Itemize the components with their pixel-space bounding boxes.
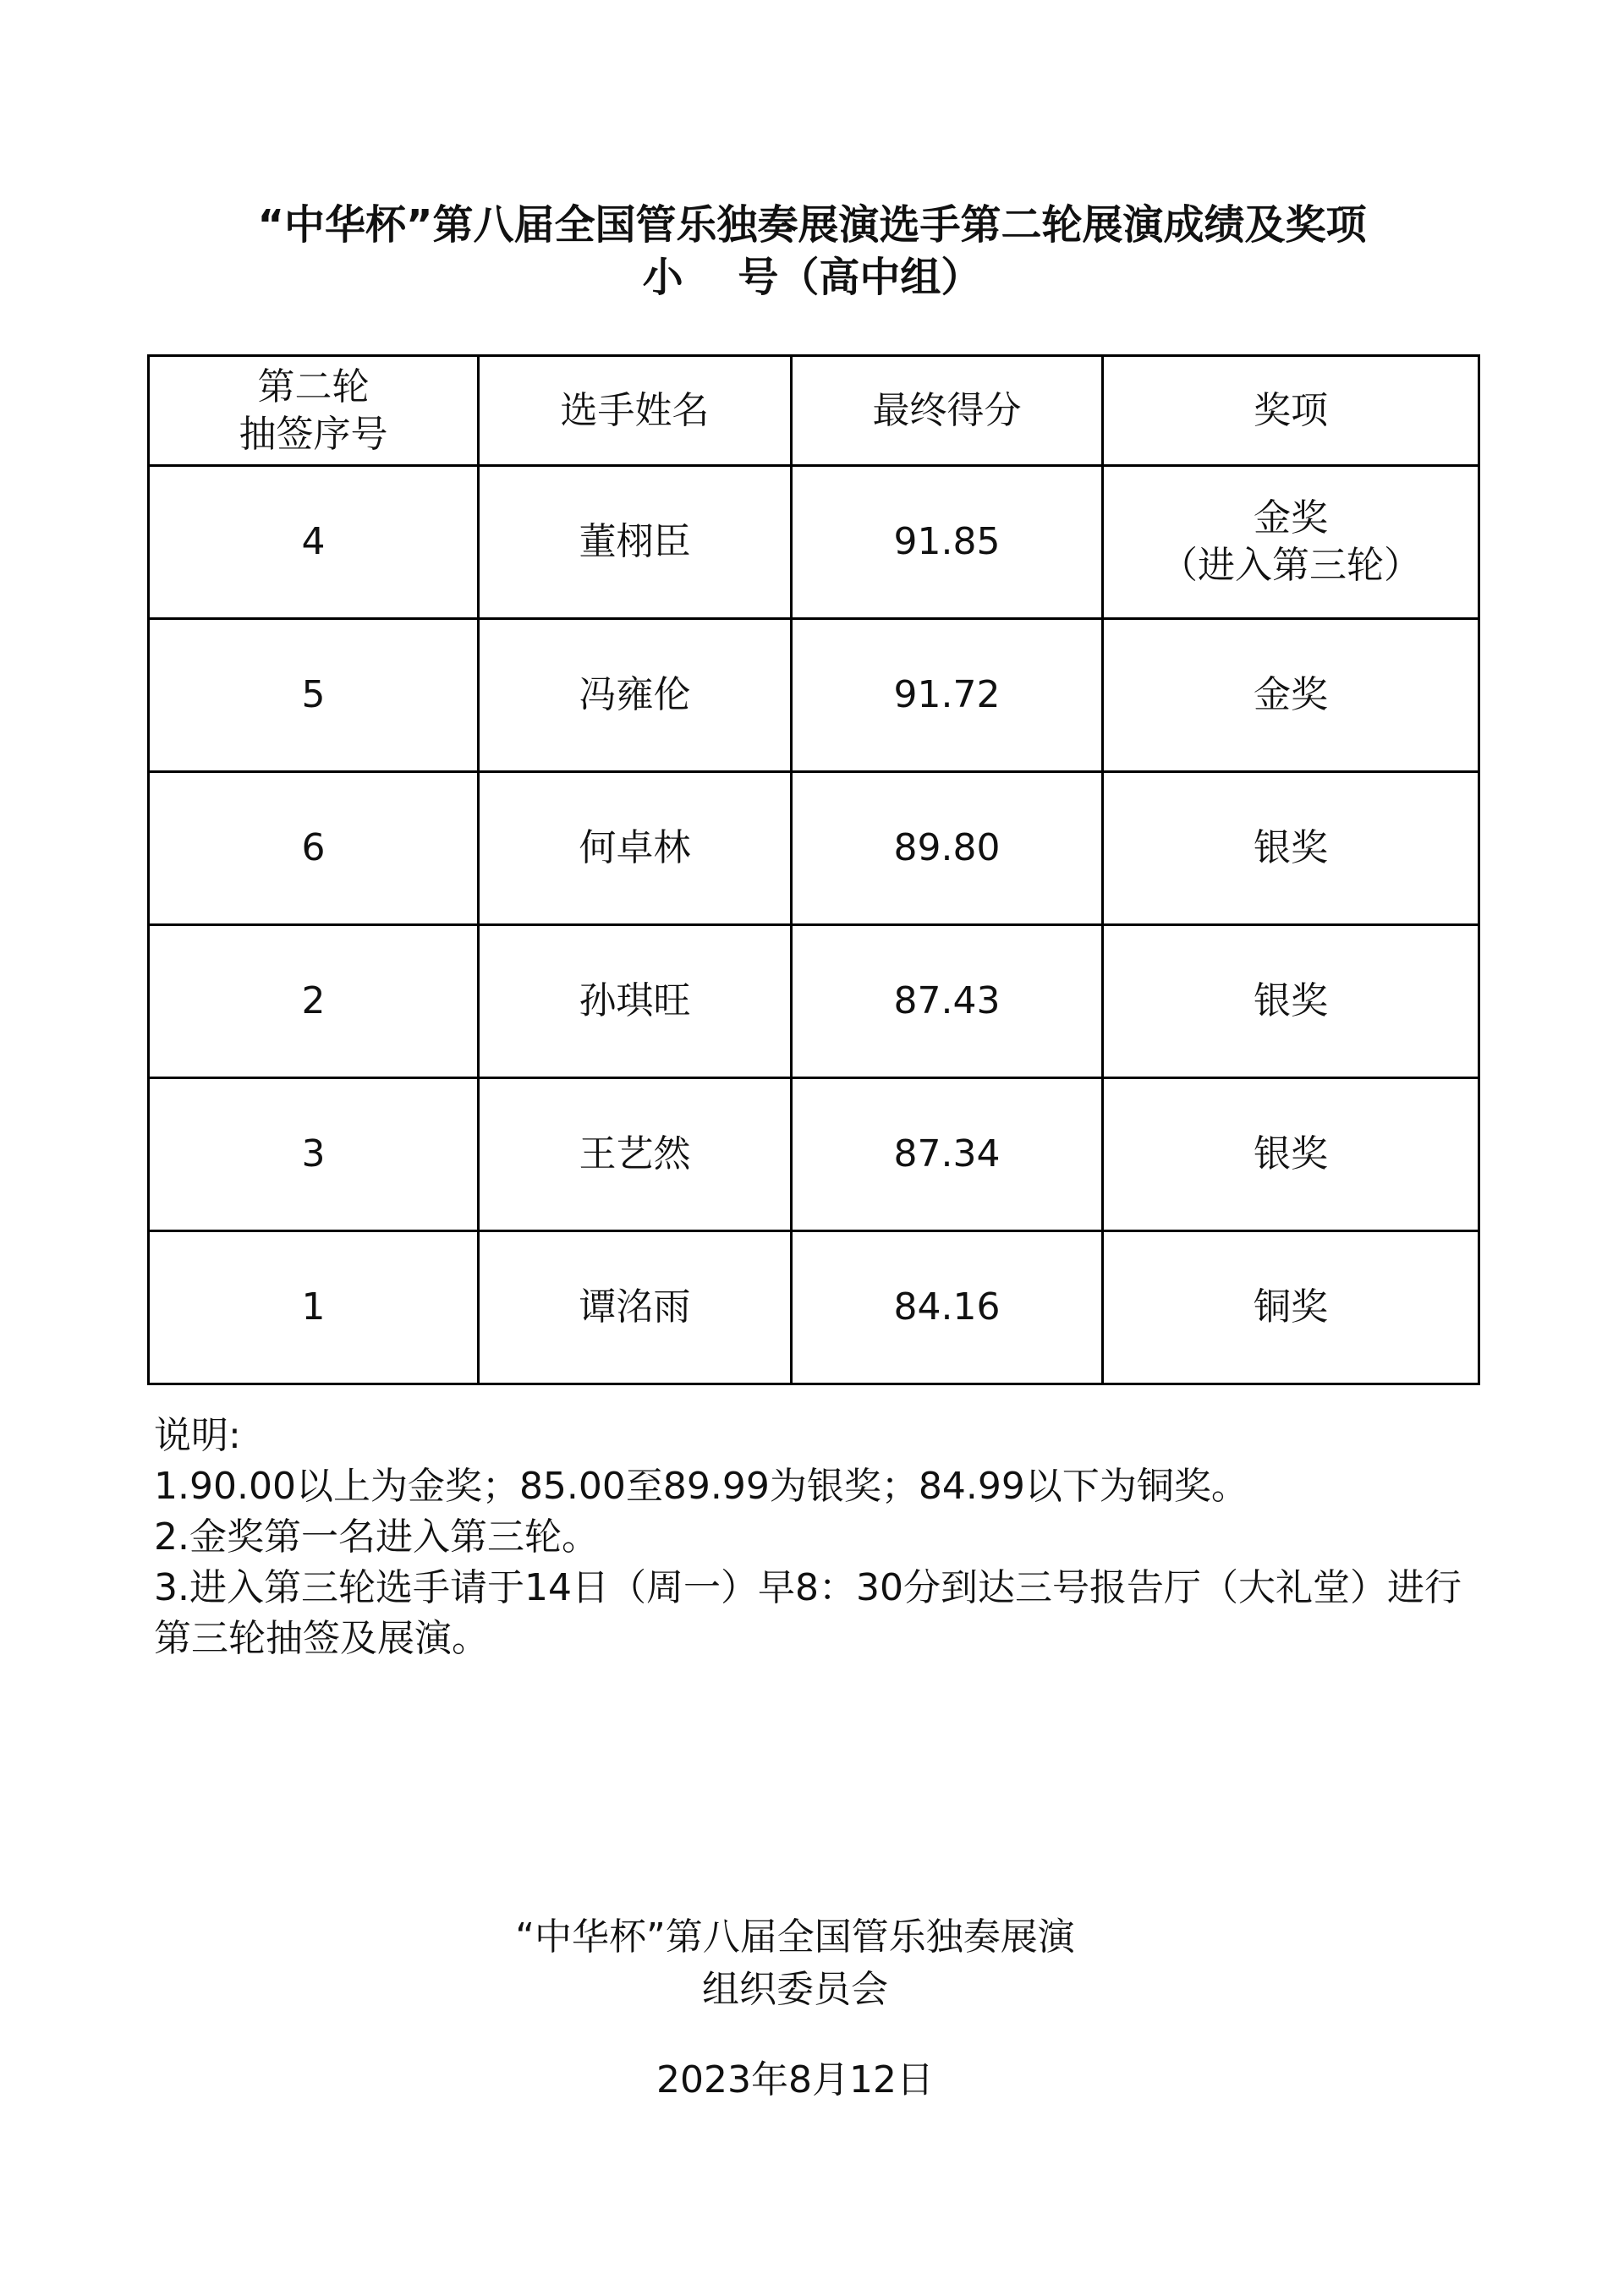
cell-draw-number: 5 xyxy=(149,619,479,772)
results-table xyxy=(147,354,1480,1385)
cell-award: 银奖 xyxy=(1103,925,1479,1078)
document-subtitle: 小 号（高中组） xyxy=(642,254,982,301)
cell-player-name: 董栩臣 xyxy=(479,466,792,619)
header-final-score: 最终得分 xyxy=(792,356,1103,466)
header-draw-number: 第二轮 抽签序号 xyxy=(149,356,479,466)
organizer-committee: 组织委员会 xyxy=(702,1968,888,2011)
cell-award: 铜奖 xyxy=(1103,1231,1479,1384)
notes-heading: 说明: xyxy=(154,1414,241,1457)
table-row xyxy=(149,466,1479,619)
cell-award: 金奖 （进入第三轮） xyxy=(1103,466,1479,619)
cell-draw-number: 4 xyxy=(149,466,479,619)
cell-award: 银奖 xyxy=(1103,772,1479,925)
table-header-row xyxy=(149,356,1479,466)
cell-player-name: 何卓林 xyxy=(479,772,792,925)
cell-player-name: 冯雍伦 xyxy=(479,619,792,772)
note-item: 1.90.00以上为金奖；85.00至89.99为银奖；84.99以下为铜奖。 xyxy=(154,1465,1248,1508)
cell-final-score: 84.16 xyxy=(792,1231,1103,1384)
table-row xyxy=(149,1231,1479,1384)
note-item: 2.金奖第一名进入第三轮。 xyxy=(154,1515,599,1559)
table-row xyxy=(149,619,1479,772)
organizer-name: “中华杯”第八届全国管乐独奏展演 xyxy=(515,1915,1075,1959)
cell-player-name: 谭洺雨 xyxy=(479,1231,792,1384)
notes-section xyxy=(154,1411,1473,1664)
cell-award: 银奖 xyxy=(1103,1078,1479,1231)
cell-player-name: 孙琪旺 xyxy=(479,925,792,1078)
cell-final-score: 91.72 xyxy=(792,619,1103,772)
table-row xyxy=(149,772,1479,925)
document-title: “中华杯”第八届全国管乐独奏展演选手第二轮展演成绩及奖项 xyxy=(257,201,1367,249)
cell-final-score: 89.80 xyxy=(792,772,1103,925)
cell-draw-number: 2 xyxy=(149,925,479,1078)
note-item: 3.进入第三轮选手请于14日（周一）早8：30分到达三号报告厅（大礼堂）进行第三轮抽签及展演。 xyxy=(154,1566,1462,1660)
header-award: 奖项 xyxy=(1103,356,1479,466)
cell-player-name: 王艺然 xyxy=(479,1078,792,1231)
cell-draw-number: 6 xyxy=(149,772,479,925)
table-row xyxy=(149,1078,1479,1231)
cell-final-score: 87.34 xyxy=(792,1078,1103,1231)
cell-award: 金奖 xyxy=(1103,619,1479,772)
cell-draw-number: 3 xyxy=(149,1078,479,1231)
cell-final-score: 87.43 xyxy=(792,925,1103,1078)
table-row xyxy=(149,925,1479,1078)
cell-final-score: 91.85 xyxy=(792,466,1103,619)
issue-date: 2023年8月12日 xyxy=(656,2058,934,2101)
cell-draw-number: 1 xyxy=(149,1231,479,1384)
header-player-name: 选手姓名 xyxy=(479,356,792,466)
